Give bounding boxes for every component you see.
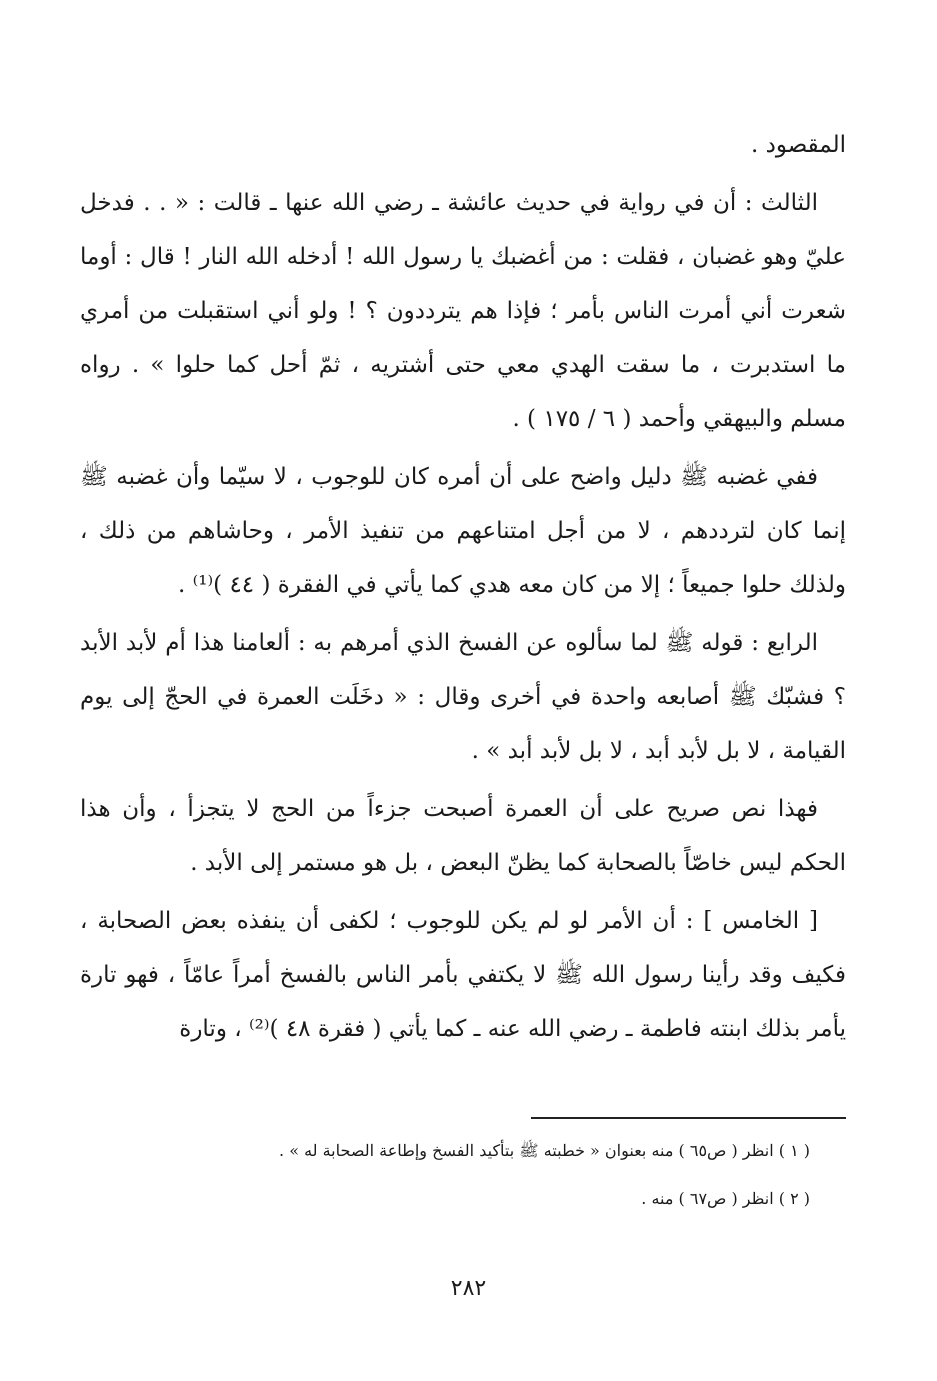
footnote-2: ( ٢ ) انظر ( ص٦٧ ) منه . — [641, 1189, 810, 1208]
page-number: ٢٨٢ — [450, 1276, 487, 1301]
paragraph-fourth-point: الرابع : قوله ﷺ لما سألوه عن الفسخ الذي أمرهم به : ألعامنا هذا أم لأبد الأبد ؟ فشبّك ﷺ أصابعه واحدة في أخرى وقال : « دخَلَت العمرة في الحجّ إلى يوم القيامة ، لا بل لأبد أبد ، لا بل لأبد أبد » . — [80, 630, 846, 764]
paragraph-explicit-text: فهذا نص صريح على أن العمرة أصبحت جزءاً من الحج لا يتجزأ ، وأن هذا الحكم ليس خاصّاً بالصحابة كما يظنّ البعض ، بل هو مستمر إلى الأبد . — [80, 796, 846, 876]
footnote-divider — [531, 1117, 846, 1119]
footnote-1: ( ١ ) انظر ( ص٦٥ ) منه بعنوان « خطبته ﷺ بتأكيد الفسخ وإطاعة الصحابة له » . — [279, 1141, 810, 1160]
paragraph-third-point: الثالث : أن في رواية في حديث عائشة ـ رضي الله عنها ـ قالت : « . . فدخل عليّ وهو غضبان ، فقلت : من أغضبك يا رسول الله ! أدخله الله النار ! قال : أوما شعرت أني أمرت الناس بأمر ؛ فإذا هم يترددون ؟ ! ولو أني استقبلت من أمري ما استدبرت ، ما سقت الهدي معي حتى أشتريه ، ثمّ أحل كما حلوا » . رواه مسلم والبيهقي وأحمد ( ٦ / ١٧٥ ) . — [80, 190, 846, 432]
paragraph-fifth-point: [ الخامس ] : أن الأمر لو لم يكن للوجوب ؛ لكفى أن ينفذه بعض الصحابة ، فكيف وقد رأينا رسول الله ﷺ لا يكتفي بأمر الناس بالفسخ أمراً عامّاً ، فهو تارة يأمر بذلك ابنته فاطمة ـ رضي الله عنه ـ كما يأتي ( فقرة ٤٨ )⁽²⁾ ، وتارة — [80, 908, 846, 1042]
paragraph-anger-evidence: ففي غضبه ﷺ دليل واضح على أن أمره كان للوجوب ، لا سيّما وأن غضبه ﷺ إنما كان لترددهم ، لا من أجل امتناعهم من تنفيذ الأمر ، وحاشاهم من ذلك ، ولذلك حلوا جميعاً ؛ إلا من كان معه هدي كما يأتي في الفقرة ( ٤٤ )⁽¹⁾ . — [80, 464, 846, 598]
paragraph-intro: المقصود . — [750, 132, 846, 158]
footnotes — [80, 1138, 810, 1234]
page-body — [80, 118, 846, 1060]
